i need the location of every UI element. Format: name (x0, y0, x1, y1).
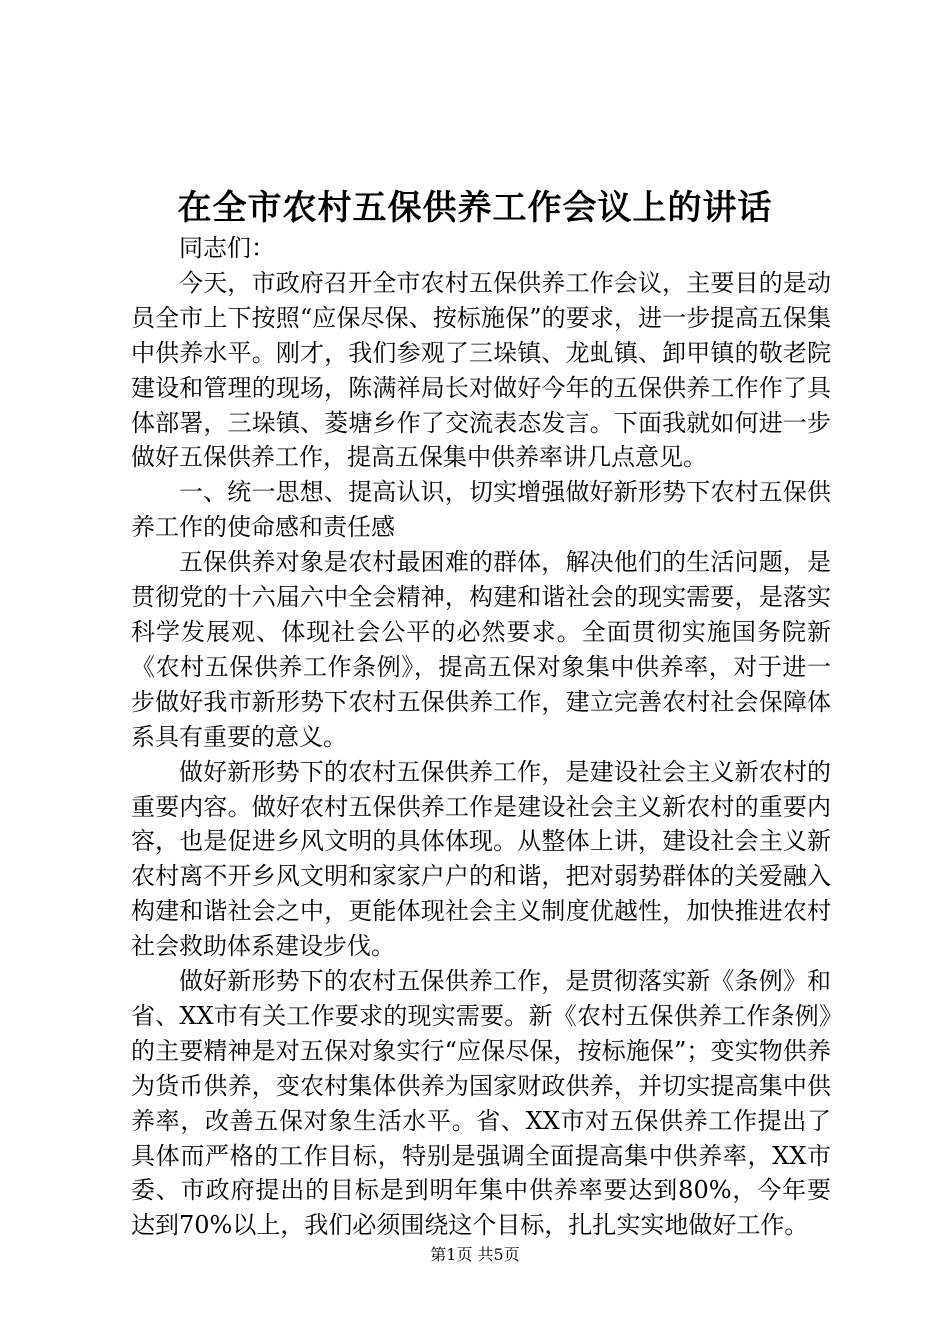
page-title: 在全市农村五保供养工作会议上的讲话 (177, 188, 773, 228)
page-number-footer: 第1页 共5页 (430, 1245, 520, 1264)
document-body (131, 231, 831, 1243)
body-paragraph: 五保供养对象是农村最困难的群体，解决他们的生活问题，是贯彻党的十六届六中全会精神，构建和谐社会的现实需要，是落实科学发展观、体现社会公平的必然要求。全面贯彻实施国务院新《农村五保供养工作条例》，提高五保对象集中供养率，对于进一步做好我市新形势下农村五保供养工作，建立完善农村社会保障体系具有重要的意义。 (131, 548, 831, 751)
intro-paragraph: 今天，市政府召开全市农村五保供养工作会议，主要目的是动员全市上下按照“应保尽保、按标施保”的要求，进一步提高五保集中供养水平。刚才，我们参观了三垛镇、龙虬镇、卸甲镇的敬老院建设和管理的现场，陈满祥局长对做好今年的五保供养工作作了具体部署，三垛镇、菱塘乡作了交流表态发言。下面我就如何进一步做好五保供养工作，提高五保集中供养率讲几点意见。 (131, 268, 831, 472)
body-paragraph: 做好新形势下的农村五保供养工作，是建设社会主义新农村的重要内容。做好农村五保供养工作是建设社会主义新农村的重要内容，也是促进乡风文明的具体体现。从整体上讲，建设社会主义新农村离不开乡风文明和家家户户的和谐，把对弱势群体的关爱融入构建和谐社会之中，更能体现社会主义制度优越性，加快推进农村社会救助体系建设步伐。 (131, 757, 831, 961)
section-heading: 一、统一思想、提高认识，切实增强做好新形势下农村五保供养工作的使命感和责任感 (131, 478, 831, 542)
body-paragraph: 做好新形势下的农村五保供养工作，是贯彻落实新《条例》和省、XX市有关工作要求的现实需要。新《农村五保供养工作条例》的主要精神是对五保对象实行“应保尽保，按标施保”；变实物供养为货币供养，变农村集体供养为国家财政供养，并切实提高集中供养率，改善五保对象生活水平。省、XX市对五保供养工作提出了具体而严格的工作目标，特别是强调全面提高集中供养率，XX市委、市政府提出的目标是到明年集中供养率要达到80%，今年要达到70%以上，我们必须围绕这个目标，扎扎实实地做好工作。 (131, 967, 831, 1240)
salutation-paragraph: 同志们： (179, 234, 275, 262)
